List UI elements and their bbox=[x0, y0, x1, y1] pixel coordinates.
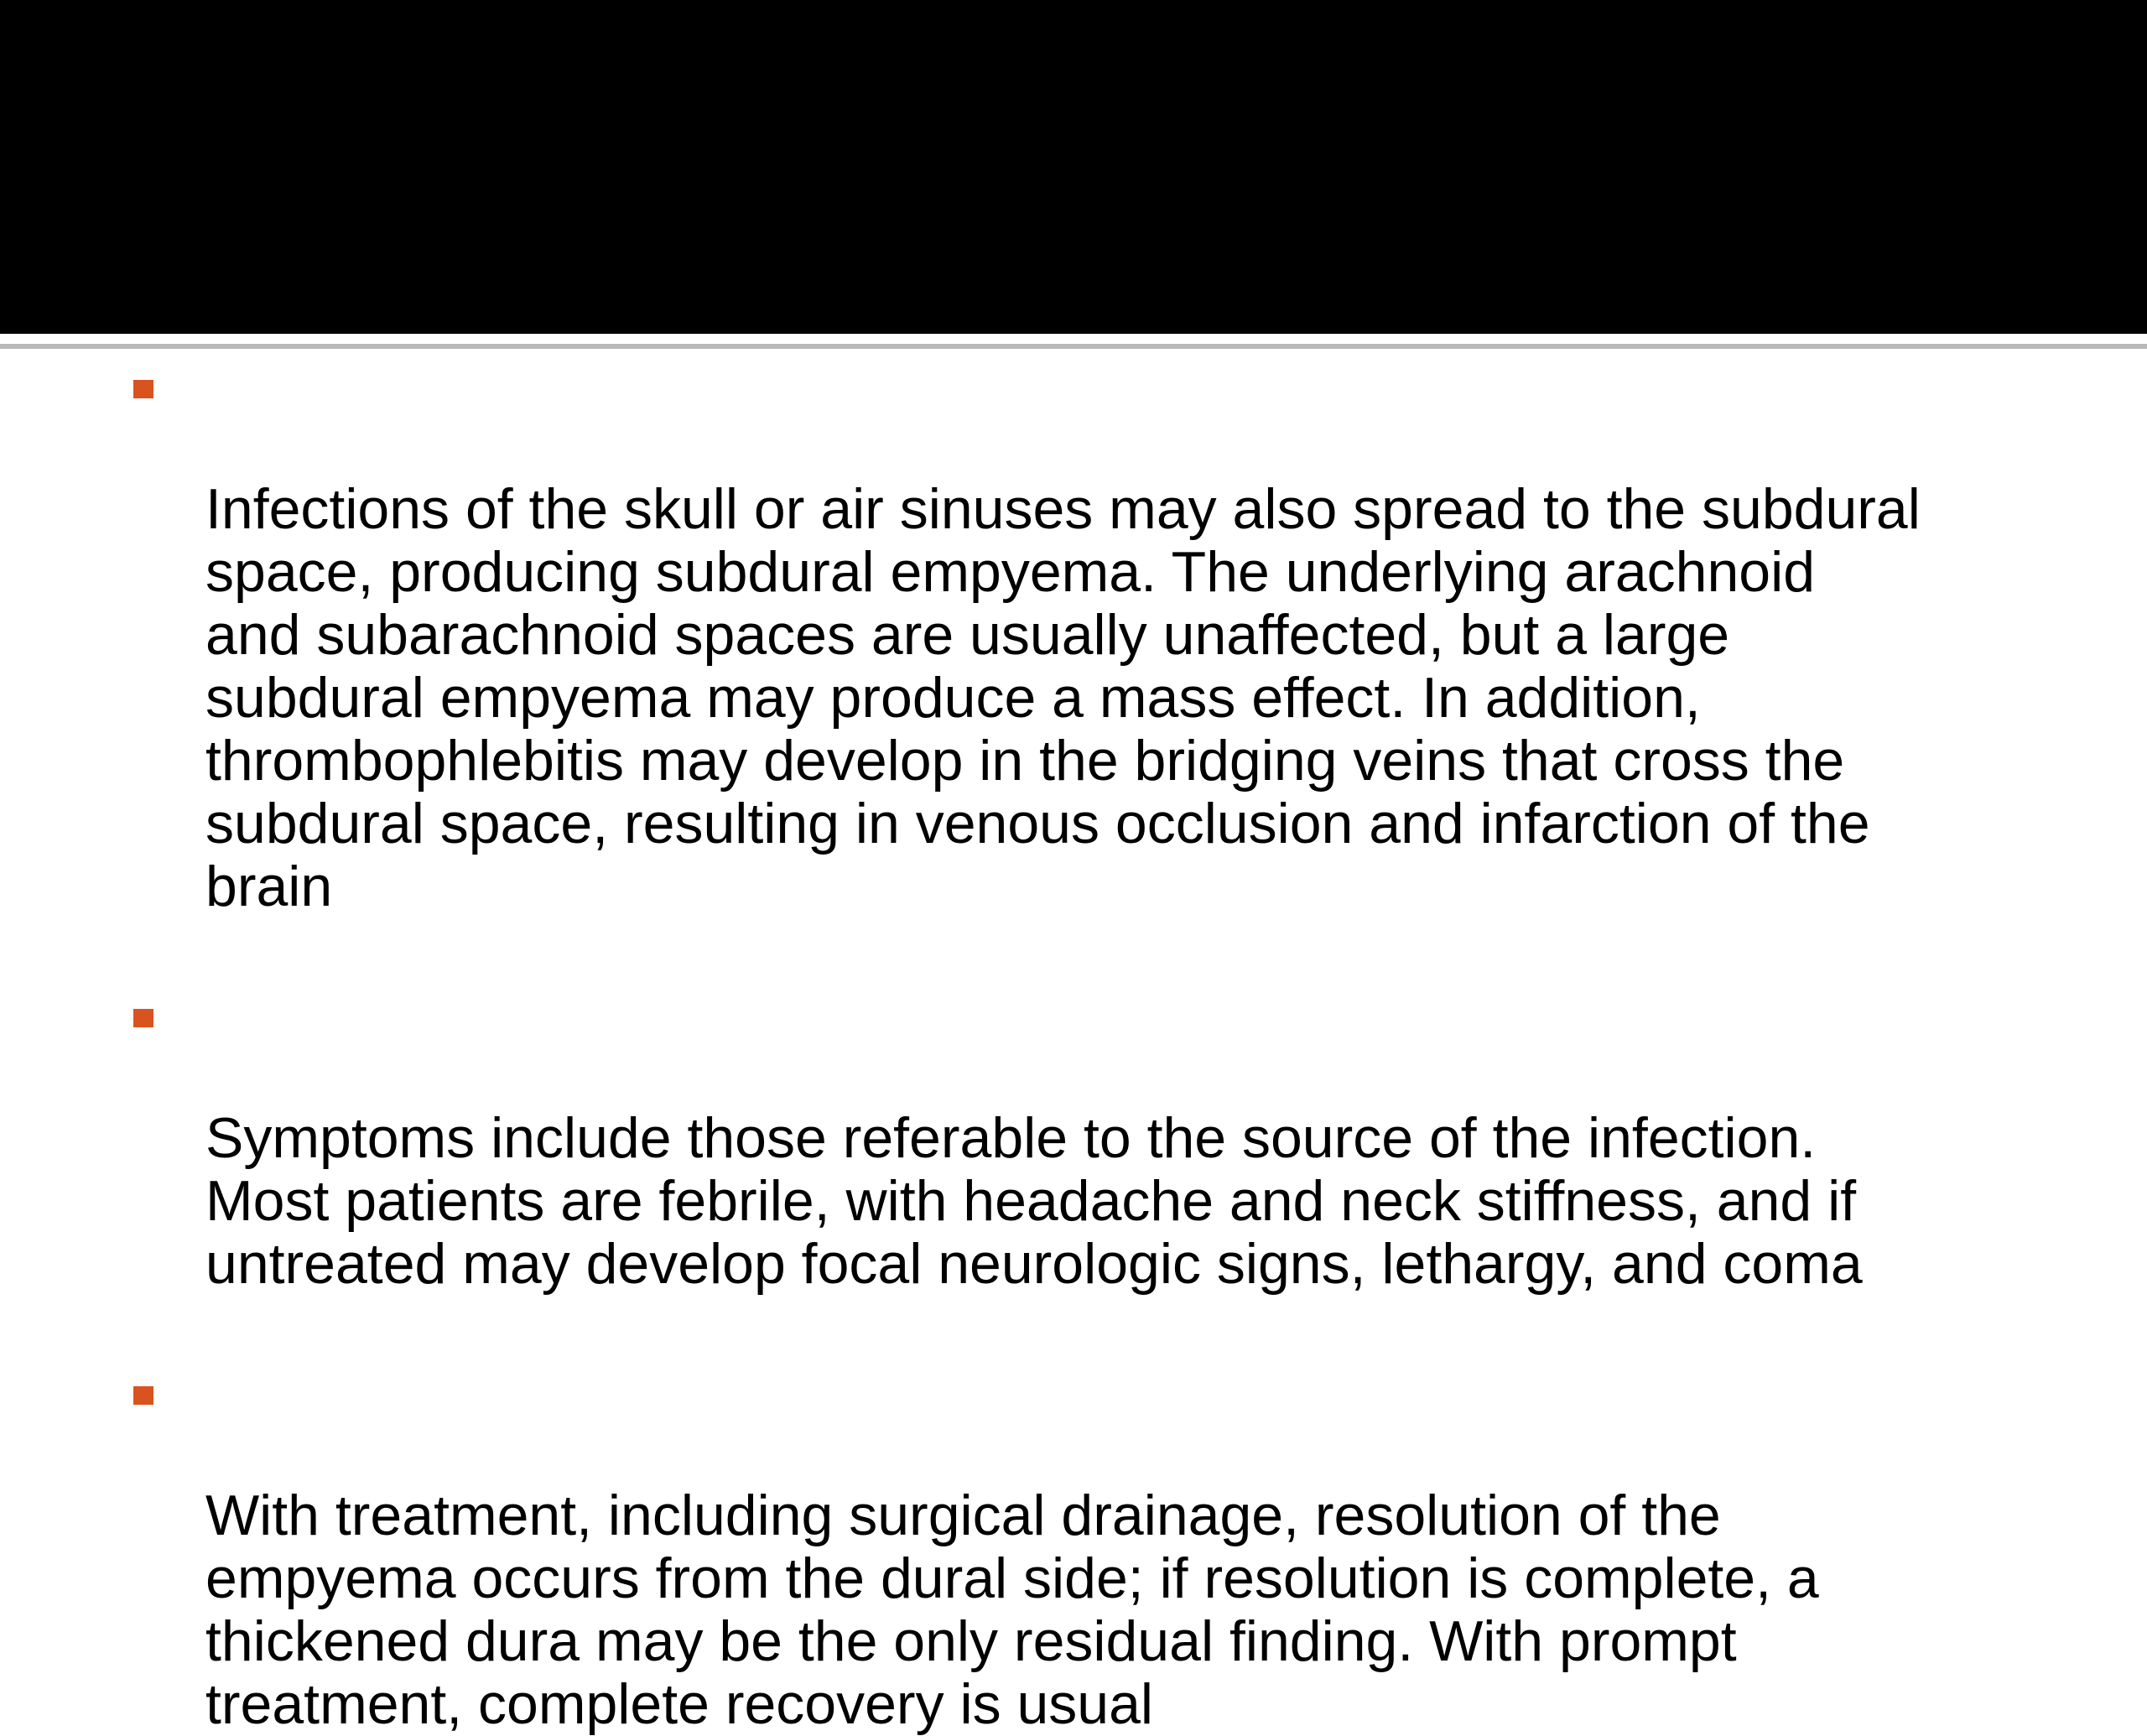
bullet-text: With treatment, including surgical drainage, resolution of the empyema occurs from the dural side; if resolution is complete, a thickened dura may be the only residual finding. With prompt treatment, complete recovery is usual bbox=[205, 1484, 1819, 1736]
square-bullet-icon bbox=[133, 1009, 153, 1027]
bullet-item bbox=[0, 981, 2147, 1296]
bullet-item bbox=[0, 1359, 2147, 1736]
bullet-item bbox=[0, 352, 2147, 918]
title-divider bbox=[0, 344, 2147, 349]
square-bullet-icon bbox=[133, 1386, 153, 1405]
title-band bbox=[0, 0, 2147, 334]
square-bullet-icon bbox=[133, 380, 153, 398]
bullet-list bbox=[0, 352, 2147, 1736]
bullet-text: Symptoms include those referable to the source of the infection. Most patients are febrile, with headache and neck stiffness, and if untreated may develop focal neurologic signs, lethargy, and coma bbox=[205, 1106, 1863, 1296]
slide-content bbox=[0, 352, 2147, 1736]
bullet-text: Infections of the skull or air sinuses may also spread to the subdural space, producing subdural empyema. The underlying arachnoid and subarachnoid spaces are usually unaffected, but a large subdural empyema may produce a mass effect. In addition, thrombophlebitis may develop in the bridging veins that cross the subdural space, resulting in venous occlusion and infarction of the brain bbox=[205, 477, 1921, 918]
